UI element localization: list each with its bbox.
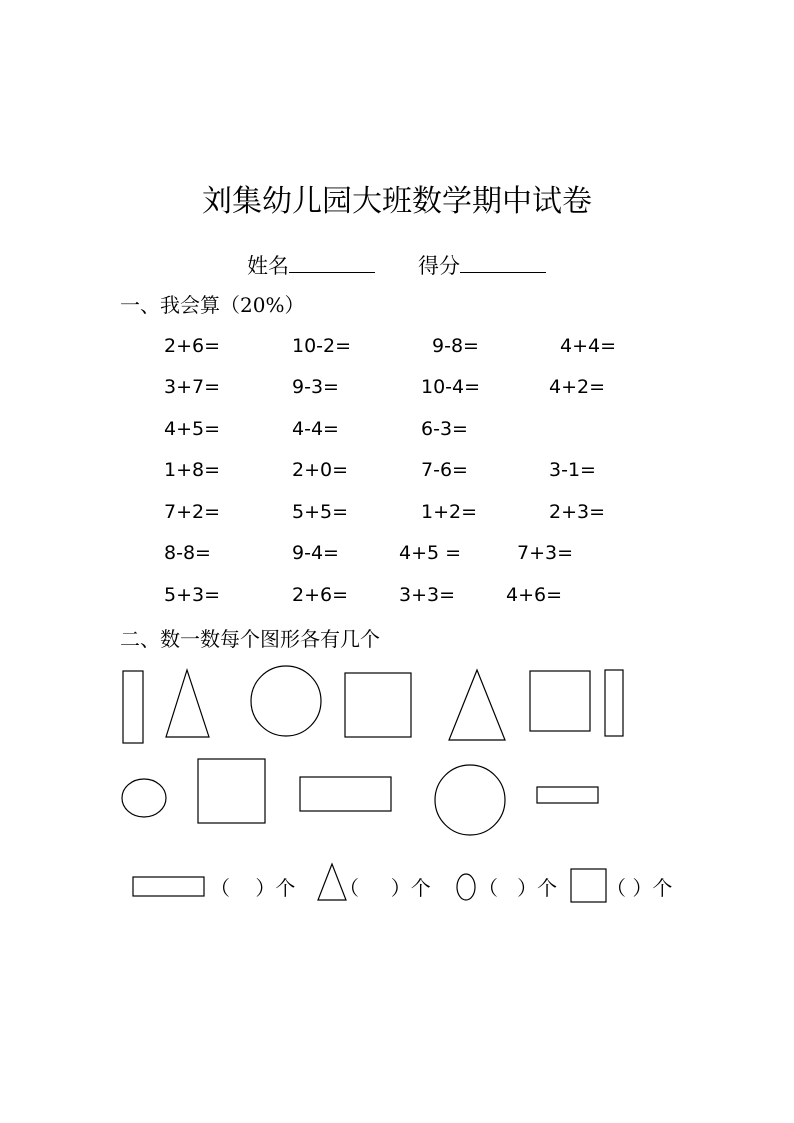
problem-4-1: 1+8= [164, 459, 221, 481]
problem-3-2: 4-4= [292, 418, 339, 440]
problem-5-2: 5+5= [292, 501, 349, 523]
problem-2-2: 9-3= [292, 376, 339, 398]
problem-6-4: 7+3= [517, 542, 574, 564]
square-count-blank[interactable]: （ ）个 [606, 876, 673, 900]
problem-2-1: 3+7= [164, 376, 221, 398]
problem-6-1: 8-8= [164, 542, 211, 564]
problem-5-3: 1+2= [421, 501, 478, 523]
problem-7-1: 5+3= [164, 584, 221, 606]
problem-1-3: 9-8= [432, 335, 479, 357]
problem-7-2: 2+6= [292, 584, 349, 606]
oval-shape [122, 779, 166, 817]
exam-title: 刘集幼儿园大班数学期中试卷 [202, 184, 592, 219]
problem-6-3: 4+5 = [399, 542, 462, 564]
rectangle-count-blank[interactable]: （ ）个 [210, 876, 296, 900]
section-two-heading: 二、数一数每个图形各有几个 [120, 627, 380, 651]
rectangle-shape [300, 777, 391, 811]
problem-5-1: 7+2= [164, 501, 221, 523]
square-shape [198, 759, 265, 823]
square-shape [345, 673, 411, 737]
tall-rectangle-shape [123, 671, 143, 743]
problem-1-2: 10-2= [292, 335, 352, 357]
answer-rectangle-shape [133, 877, 204, 896]
square-shape [530, 671, 590, 731]
triangle-shape [449, 670, 505, 740]
problem-2-3: 10-4= [421, 376, 481, 398]
problem-4-2: 2+0= [292, 459, 349, 481]
rectangle-shape [537, 787, 598, 803]
problem-5-4: 2+3= [549, 501, 606, 523]
answer-square-shape [571, 869, 606, 902]
tall-rectangle-shape [605, 670, 623, 736]
problem-2-4: 4+2= [549, 376, 606, 398]
oval-count-blank[interactable]: （ ）个 [478, 876, 558, 900]
circle-shape [251, 666, 321, 736]
score-label: 得分 [418, 254, 460, 278]
problem-3-1: 4+5= [164, 418, 221, 440]
circle-shape [435, 765, 505, 835]
problem-4-4: 3-1= [549, 459, 596, 481]
problem-1-4: 4+4= [560, 335, 617, 357]
triangle-shape [166, 670, 209, 737]
problem-6-2: 9-4= [292, 542, 339, 564]
problem-3-3: 6-3= [421, 418, 468, 440]
problem-7-4: 4+6= [506, 584, 563, 606]
triangle-count-blank[interactable]: （ ）个 [339, 876, 431, 900]
section-one-heading: 一、我会算（20%） [120, 293, 305, 317]
problem-4-3: 7-6= [421, 459, 468, 481]
name-label: 姓名 [247, 254, 289, 278]
problem-7-3: 3+3= [399, 584, 456, 606]
problem-1-1: 2+6= [164, 335, 221, 357]
answer-oval-shape [457, 874, 475, 900]
